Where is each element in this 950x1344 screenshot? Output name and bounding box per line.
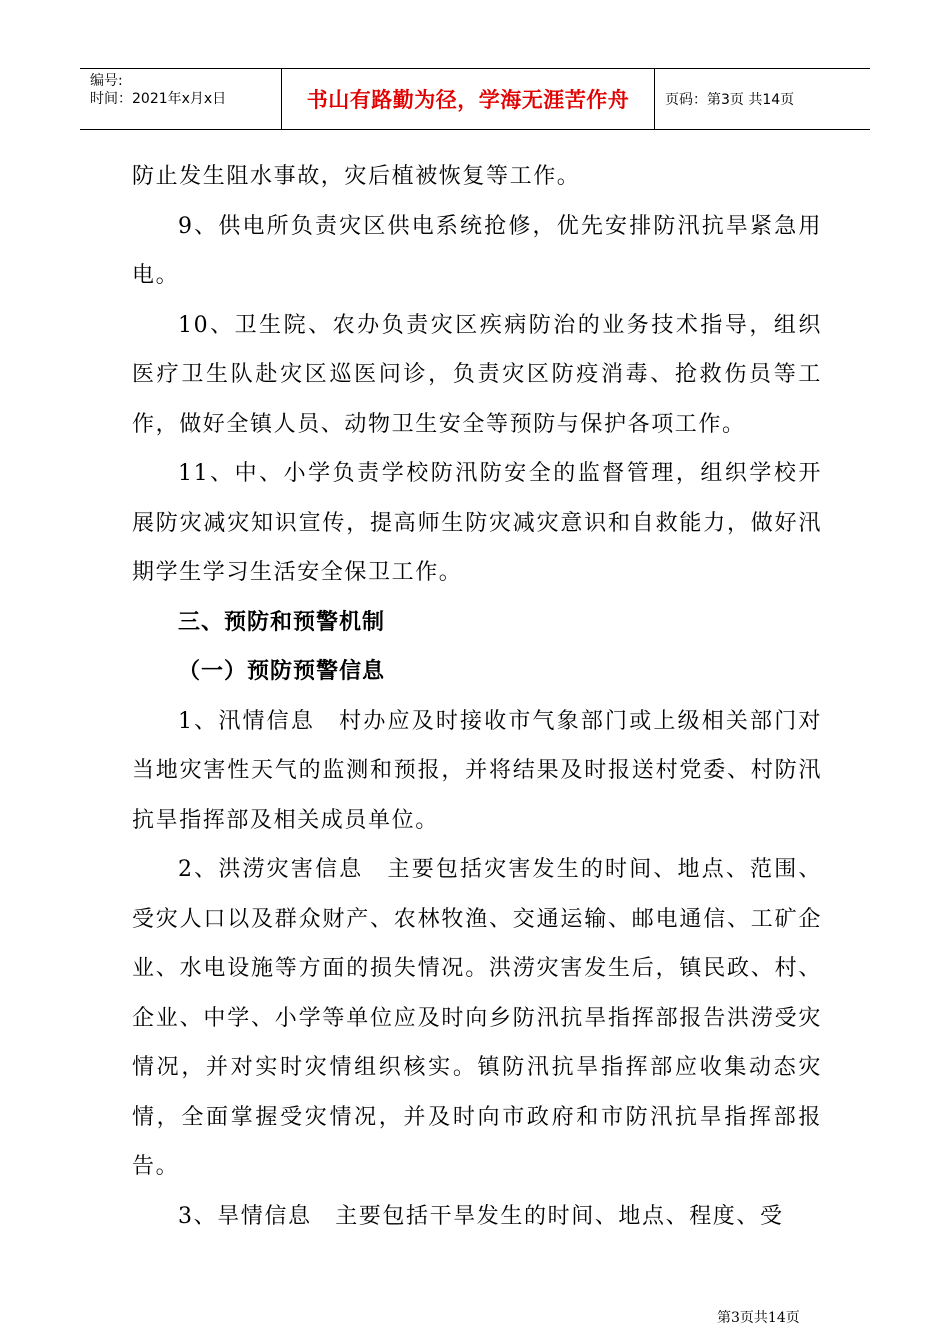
document-number-label: 编号: xyxy=(90,73,123,89)
section-heading-3: 三、预防和预警机制 xyxy=(178,609,386,635)
header-page-code: 页码：第3页 共14页 xyxy=(665,92,795,108)
document-time-label: 时间：2021年x月x日 xyxy=(90,91,227,107)
header-motto: 书山有路勤为径，学海无涯苦作舟 xyxy=(281,69,655,129)
paragraph-drought-info: 3、旱情信息 主要包括干旱发生的时间、地点、程度、受 xyxy=(178,1203,784,1229)
paragraph-item-9: 9、供电所负责灾区供电系统抢修，优先安排防汛抗旱紧急用电。 xyxy=(132,213,822,288)
paragraph-item-11: 11、中、小学负责学校防汛防安全的监督管理，组织学校开展防灾减灾知识宣传，提高师生防灾减灾意识和自救能力，做好汛期学生学习生活安全保卫工作。 xyxy=(132,461,822,585)
paragraph-flood-info: 1、汛情信息 村办应及时接收市气象部门或上级相关部门对当地灾害性天气的监测和预报，并将结果及时报送村党委、村防汛抗旱指挥部及相关成员单位。 xyxy=(132,708,822,833)
page-header xyxy=(80,68,870,130)
paragraph-flood-disaster-info: 2、洪涝灾害信息 主要包括灾害发生的时间、地点、范围、受灾人口以及群众财产、农林牧渔、交通运输、邮电通信、工矿企业、水电设施等方面的损失情况。洪涝灾害发生后，镇民政、村、企业、中学、小学等单位应及时向乡防汛抗旱指挥部报告洪涝受灾情况，并对实时灾情组织核实。镇防汛抗旱指挥部应收集动态灾情，全面掌握受灾情况，并及时向市政府和市防汛抗旱指挥部报告。 xyxy=(132,857,822,1179)
paragraph-item-10: 10、卫生院、农办负责灾区疾病防治的业务技术指导，组织医疗卫生队赴灾区巡医问诊，负责灾区防疫消毒、抢救伤员等工作，做好全镇人员、动物卫生安全等预防与保护各项工作。 xyxy=(132,312,822,437)
subsection-heading-1: （一）预防预警信息 xyxy=(178,659,386,684)
paragraph-continuation: 防止发生阻水事故，灾后植被恢复等工作。 xyxy=(132,164,581,189)
header-meta xyxy=(80,69,281,129)
page-footer: 第3页共14页 xyxy=(717,1310,800,1326)
document-body xyxy=(132,152,822,1241)
